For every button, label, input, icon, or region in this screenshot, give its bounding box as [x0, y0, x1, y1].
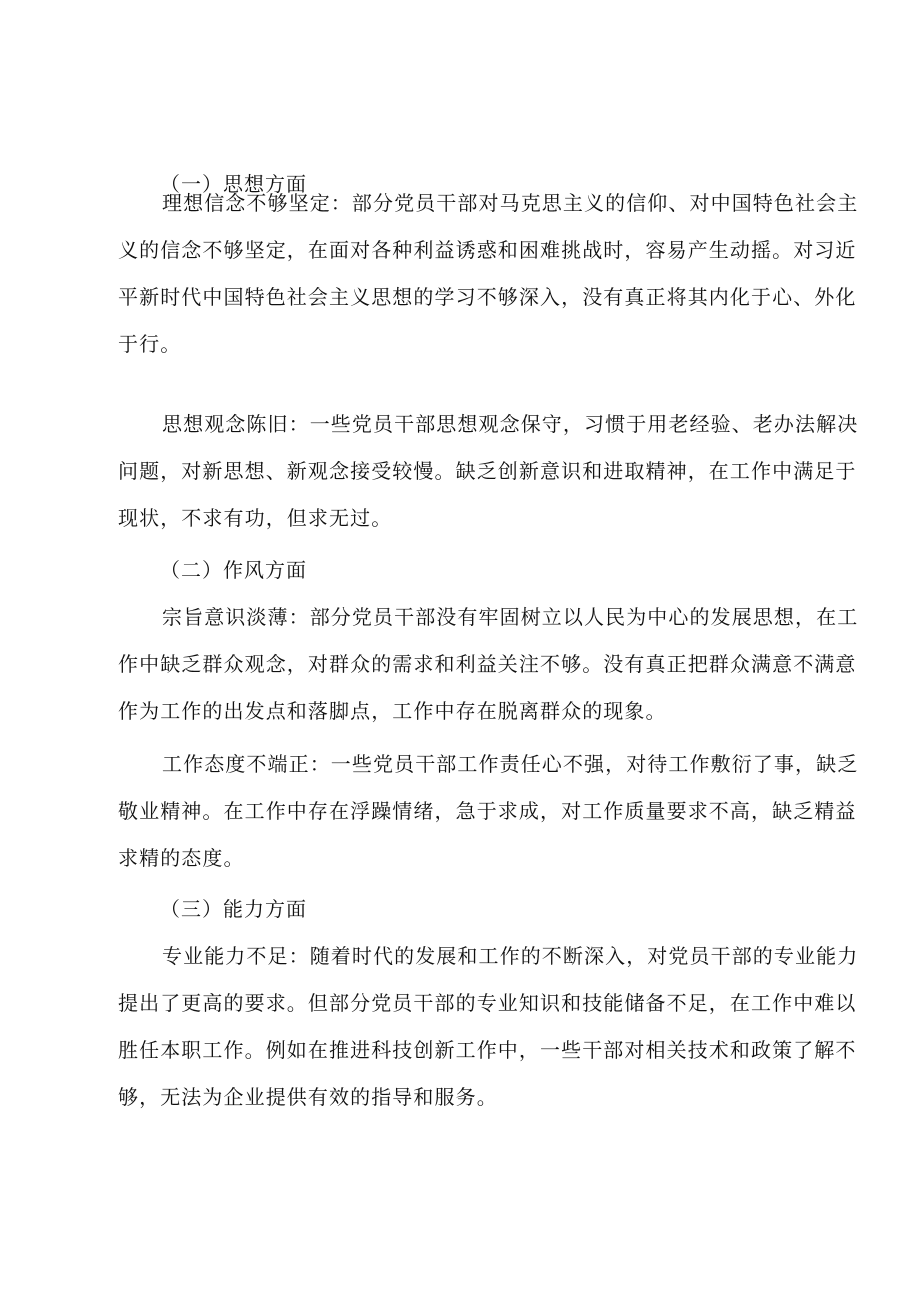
paragraph-work-attitude — [118, 741, 859, 882]
paragraph-line: 于行。 — [118, 332, 182, 356]
paragraph-line: 够，无法为企业提供有效的指导和服务。 — [118, 1085, 498, 1109]
paragraph-line: 平新时代中国特色社会主义思想的学习不够深入，没有真正将其内化于心、外化 — [118, 285, 857, 309]
paragraph-professional-ability — [118, 933, 859, 1121]
paragraph-line: 工作态度不端正：一些党员干部工作责任心不强，对待工作敷衍了事，缺乏 — [162, 752, 859, 776]
paragraph-line: 专业能力不足：随着时代的发展和工作的不断深入，对党员干部的专业能力 — [162, 944, 859, 968]
section-heading-2: （二）作风方面 — [160, 558, 307, 582]
paragraph-line: 作中缺乏群众观念，对群众的需求和利益关注不够。没有真正把群众满意不满意 — [118, 652, 857, 676]
paragraph-line: 作为工作的出发点和落脚点，工作中存在脱离群众的现象。 — [118, 699, 667, 723]
paragraph-line: 义的信念不够坚定，在面对各种利益诱惑和困难挑战时，容易产生动摇。对习近 — [118, 238, 857, 262]
paragraph-line: 胜任本职工作。例如在推进科技创新工作中，一些干部对相关技术和政策了解不 — [118, 1038, 857, 1062]
paragraph-line: 求精的态度。 — [118, 846, 245, 870]
paragraph-line: 现状，不求有功，但求无过。 — [118, 506, 393, 530]
paragraph-line: 问题，对新思想、新观念接受较慢。缺乏创新意识和进取精神，在工作中满足于 — [118, 459, 857, 483]
paragraph-ideals-belief — [118, 180, 859, 368]
paragraph-line: 思想观念陈旧：一些党员干部思想观念保守，习惯于用老经验、老办法解决 — [162, 412, 859, 436]
paragraph-line: 理想信念不够坚定：部分党员干部对马克思主义的信仰、对中国特色社会主 — [162, 191, 859, 215]
paragraph-service-awareness — [118, 594, 859, 735]
paragraph-outdated-thinking — [118, 401, 859, 542]
paragraph-line: 提出了更高的要求。但部分党员干部的专业知识和技能储备不足，在工作中难以 — [118, 991, 857, 1015]
section-heading-1: （一）思想方面 — [160, 172, 307, 196]
paragraph-line: 宗旨意识淡薄：部分党员干部没有牢固树立以人民为中心的发展思想，在工 — [162, 605, 859, 629]
paragraph-line: 敬业精神。在工作中存在浮躁情绪，急于求成，对工作质量要求不高，缺乏精益 — [118, 799, 857, 823]
section-heading-3: （三）能力方面 — [160, 897, 307, 921]
